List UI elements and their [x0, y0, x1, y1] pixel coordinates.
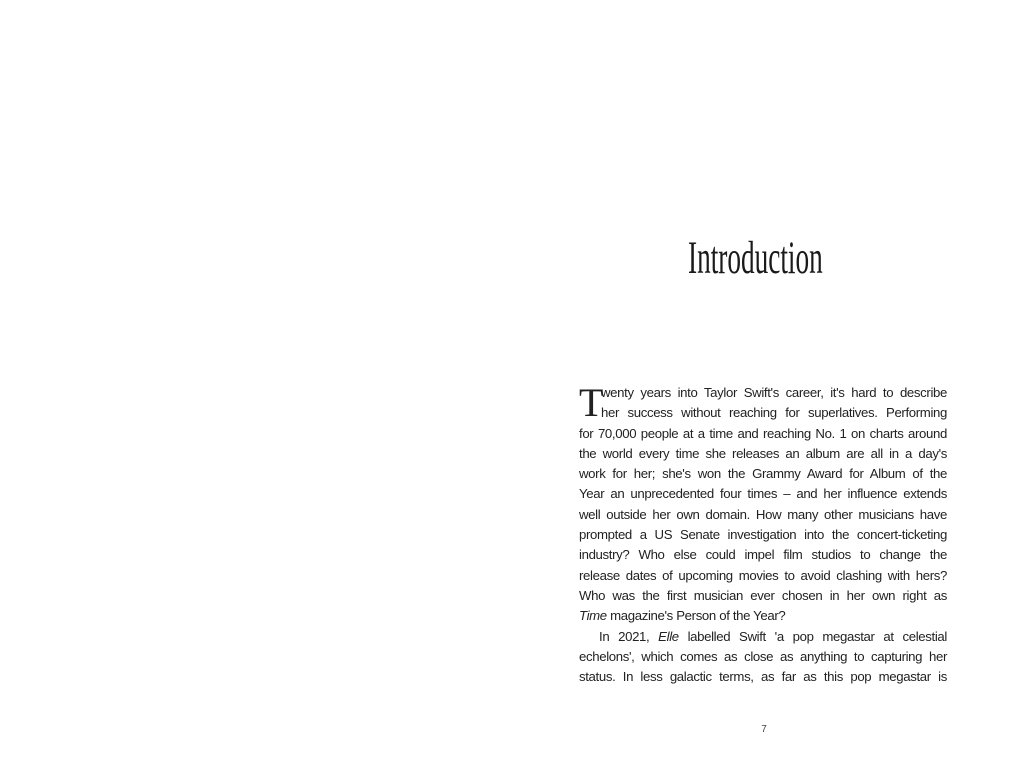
text-line: wenty years into Taylor Swift's career, it's hard to describe	[601, 385, 947, 400]
text-line: echelons', which comes as close as anything to capturing her	[579, 648, 947, 664]
text-line: Year an unprecedented four times – and her influence extends	[579, 486, 947, 502]
text-line: industry? Who else could impel film studios to change the	[579, 547, 947, 563]
body-text	[579, 380, 947, 687]
text-line: the world every time she releases an album are all in a day's	[579, 445, 947, 461]
text-line: work for her; she's won the Grammy Award for Album of the	[579, 466, 947, 482]
text-fragment: labelled Swift 'a pop megastar at celestial	[678, 628, 947, 644]
text-line	[579, 606, 947, 626]
text-line: release dates of upcoming movies to avoid clashing with hers?	[579, 567, 947, 583]
text-fragment: In 2021,	[599, 628, 659, 644]
text-line	[579, 627, 947, 647]
text-line: status. In less galactic terms, as far as this pop megastar is	[579, 669, 947, 685]
text-line: Who was the first musician ever chosen in her own right as	[579, 587, 947, 603]
elle-italic: Elle	[658, 628, 679, 644]
time-italic: Time	[579, 608, 607, 624]
right-page	[510, 0, 1020, 782]
text-fragment: magazine's Person of the Year?	[606, 608, 786, 624]
page-number: 7	[761, 724, 767, 735]
text-line: well outside her own domain. How many other musicians have	[579, 506, 947, 522]
text-line: prompted a US Senate investigation into the concert-ticketing	[579, 527, 947, 543]
text-line: her success without reaching for superlatives. Performing	[601, 405, 947, 421]
drop-cap: T	[579, 380, 604, 425]
chapter-title: Introduction	[688, 232, 823, 284]
text-line: for 70,000 people at a time and reaching No. 1 on charts around	[579, 425, 947, 441]
